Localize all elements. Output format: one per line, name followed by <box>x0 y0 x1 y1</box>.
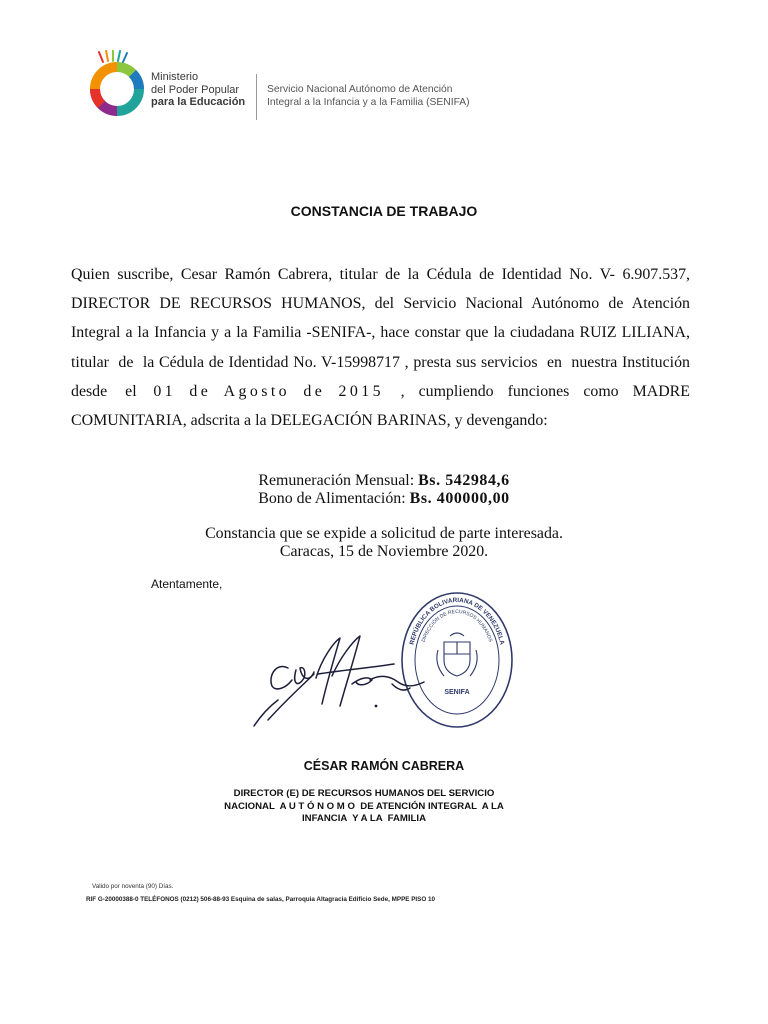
senifa-line-1: Servicio Nacional Autónomo de Atención <box>267 84 453 95</box>
salary-line <box>0 472 768 490</box>
body-line-1: Quien suscribe, Cesar Ramón Cabrera, titular de la Cédula de Identidad No. V- 6.907.537, <box>71 266 690 283</box>
ministry-line-2: del Poder Popular <box>151 83 240 96</box>
senifa-line-2: Integral a la Infancia y a la Familia (SENIFA) <box>267 97 470 108</box>
salary-label: Remuneración Mensual: <box>258 472 415 489</box>
handwritten-signature <box>248 628 458 728</box>
senifa-name <box>267 83 470 109</box>
seal-outer-text: REPÚBLICA BOLIVARIANA DE VENEZUELA <box>408 596 506 646</box>
seal-inner-text: DIRECCIÓN DE RECURSOS HUMANOS <box>420 608 494 643</box>
signer-title-line-1: DIRECTOR (E) DE RECURSOS HUMANOS DEL SERVICIO <box>233 788 495 799</box>
ministry-ring-logo-icon <box>85 50 149 120</box>
body-line-5 <box>71 377 690 406</box>
signer-title-line-3: INFANCIA Y A LA FAMILIA <box>301 813 426 824</box>
letterhead <box>85 50 485 125</box>
start-date: 01 de Agosto de 2015 <box>153 382 384 400</box>
body-line-2: DIRECTOR DE RECURSOS HUMANOS, del Servicio Nacional Autónomo de Atención <box>71 295 690 313</box>
seal-bottom-text: SENIFA <box>444 689 470 696</box>
ministry-line-3: para la Educación <box>151 96 246 108</box>
signer-title-line-2: NACIONAL A U T Ó N O M O DE ATENCIÓN INTEGRAL A LA <box>224 800 504 812</box>
header-divider <box>256 74 257 120</box>
salary-value: Bs. 542984,6 <box>418 472 510 489</box>
ministry-line-1: Ministerio <box>151 71 199 83</box>
body-line-6: COMUNITARIA, adscrita a la DELEGACIÓN BARINAS, y devengando: <box>71 412 548 430</box>
document-title: CONSTANCIA DE TRABAJO <box>290 203 478 219</box>
place-date: Caracas, 15 de Noviembre 2020. <box>279 543 489 560</box>
body-line-5-start: desde el <box>71 382 137 400</box>
certificate-body <box>71 260 690 435</box>
closing-salutation: Atentamente, <box>151 577 223 591</box>
signer-name: CÉSAR RAMÓN CABRERA <box>303 759 465 773</box>
signer-title <box>200 788 528 826</box>
body-line-3: Integral a la Infancia y a la Familia -SENIFA-, hace constar que la ciudadana RUIZ LILIANA, <box>71 324 690 342</box>
bonus-line <box>0 490 768 508</box>
bonus-value: Bs. 400000,00 <box>409 490 510 507</box>
body-line-4: titular de la Cédula de Identidad No. V-15998717 , presta sus servicios en nuestra Institución <box>71 353 690 371</box>
body-line-5-end: , cumpliendo funciones como MADRE <box>400 382 690 400</box>
issued-text: Constancia que se expide a solicitud de parte interesada. <box>205 525 563 542</box>
footer-contact-info: RIF G-20000388-0 TELÉFONOS (0212) 506-88-93 Esquina de salas, Parroquia Altagracia Edificio Sede, MPPE PISO 10 <box>86 896 436 903</box>
validity-note: Valido por noventa (90) Días. <box>92 883 174 890</box>
bonus-label: Bono de Alimentación: <box>258 490 406 507</box>
ministry-name <box>151 71 245 109</box>
